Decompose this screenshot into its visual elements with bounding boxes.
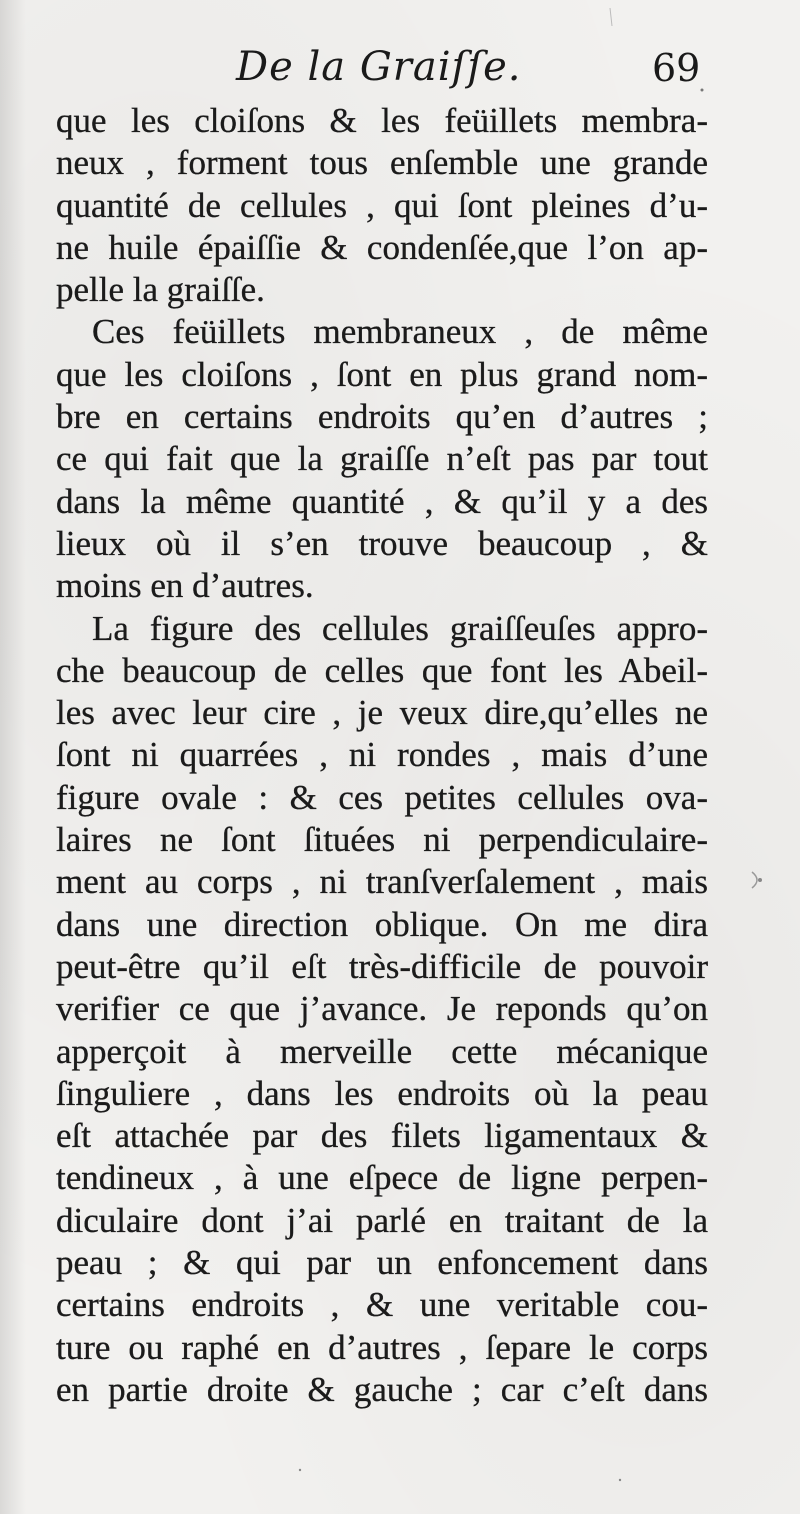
text-line: peau ; & qui par un enfoncement dans bbox=[56, 1243, 708, 1283]
text-line: lieux où il s’en trouve beaucoup , & bbox=[56, 523, 708, 563]
text-line: dans la même quantité , & qu’il y a des bbox=[56, 481, 708, 521]
body-text bbox=[56, 100, 708, 1411]
text-line: Ces feüillets membraneux , de même bbox=[92, 312, 708, 352]
text-line: que les cloiſons & les feüillets membra- bbox=[56, 101, 708, 140]
text-line: neux , forment tous enſemble une grande bbox=[56, 143, 708, 183]
text-line: les avec leur cire , je veux dire,qu’elles ne bbox=[56, 693, 708, 733]
text-line: peut-être qu’il eſt très-difficile de pouvoir bbox=[56, 946, 708, 986]
text-line: pelle la graiſſe. bbox=[56, 270, 265, 310]
text-line: que les cloiſons , ſont en plus grand nom- bbox=[56, 354, 708, 394]
text-line: moins en d’autres. bbox=[56, 566, 314, 606]
running-head bbox=[0, 44, 800, 104]
running-title: De la Graiſſe. bbox=[236, 44, 522, 90]
text-line: certains endroits , & une veritable cou- bbox=[56, 1285, 708, 1325]
text-line: ture ou raphé en d’autres , ſepare le corps bbox=[56, 1327, 708, 1367]
text-line: eſt attachée par des filets ligamentaux & bbox=[56, 1116, 708, 1156]
text-line: apperçoit à merveille cette mécanique bbox=[56, 1031, 708, 1071]
text-line: laires ne ſont ſituées ni perpendiculaire- bbox=[56, 820, 708, 860]
text-line: verifier ce que j’avance. Je reponds qu’on bbox=[56, 989, 708, 1029]
page-number: 69 bbox=[652, 46, 701, 90]
text-line: diculaire dont j’ai parlé en traitant de la bbox=[56, 1200, 708, 1240]
text-line: dans une direction oblique. On me dira bbox=[56, 904, 708, 944]
text-line: che beaucoup de celles que font les Abeil- bbox=[56, 650, 708, 690]
text-line: figure ovale : & ces petites cellules ova- bbox=[56, 777, 708, 817]
text-line: tendineux , à une eſpece de ligne perpen- bbox=[56, 1158, 708, 1198]
text-line: ſinguliere , dans les endroits où la peau bbox=[56, 1073, 708, 1113]
text-line: ne huile épaiſſie & condenſée,que l’on ap- bbox=[56, 227, 708, 267]
text-line: ſont ni quarrées , ni rondes , mais d’une bbox=[56, 735, 708, 775]
text-line: ment au corps , ni tranſverſalement , mais bbox=[56, 862, 708, 902]
text-line: en partie droite & gauche ; car c’eſt dans bbox=[56, 1369, 708, 1409]
text-line: La figure des cellules graiſſeuſes appro- bbox=[92, 608, 708, 648]
text-line: bre en certains endroits qu’en d’autres ; bbox=[56, 397, 708, 437]
text-line: ce qui fait que la graiſſe n’eſt pas par tout bbox=[56, 439, 708, 479]
text-line: quantité de cellules , qui ſont pleines d’u- bbox=[56, 185, 708, 225]
